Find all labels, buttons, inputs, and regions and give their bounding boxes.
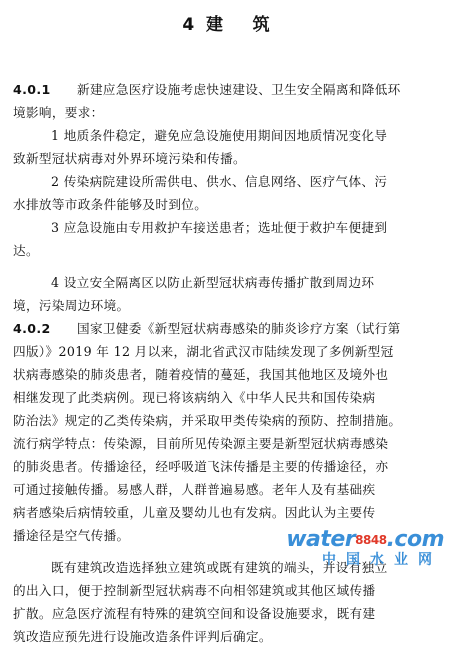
watermark-tld: .com: [386, 527, 444, 552]
spacer: [13, 262, 441, 271]
watermark-subtitle: 中国水业网: [322, 552, 442, 568]
item-4-line-2: 境，污染周边环境。: [13, 298, 130, 313]
clause-4-0-2-line-5: 防治法》规定的乙类传染病，并采取甲类传染病的预防、控制措施。: [13, 413, 402, 428]
item-3-line-1: 3 应急设施由专用救护车接送患者；选址便于救护车便捷到: [51, 220, 388, 235]
clause-text: 国家卫健委《新型冠状病毒感染的肺炎诊疗方案（试行第: [77, 321, 401, 336]
clause-4-0-2-line-7: 的肺炎患者。传播途径，经呼吸道飞沫传播是主要的传播途径，亦: [13, 459, 389, 474]
paragraph-2-line-3: 扩散。应急医疗流程有特殊的建筑空间和设备设施要求，既有建: [13, 606, 376, 621]
clause-number: 4.0.2: [13, 321, 51, 336]
item-1-line-2: 致新型冠状病毒对外界环境污染和传播。: [13, 151, 246, 166]
clause-4-0-2-line-6: 流行病学特点：传染源，目前所见传染源主要是新型冠状病毒感染: [13, 436, 389, 451]
paragraph-2-line-4: 筑改造应预先进行设施改造条件评判后确定。: [13, 629, 272, 644]
clause-text: 新建应急医疗设施考虑快速建设、卫生安全隔离和降低环: [77, 82, 401, 97]
watermark-brand-text: water: [286, 527, 356, 552]
chapter-title: 4 建 筑: [182, 15, 270, 35]
item-3-line-2: 达。: [13, 243, 39, 258]
document-body: [13, 78, 441, 648]
clause-4-0-1-line-1: [13, 78, 441, 101]
clause-4-0-2-line-10: 播途径是空气传播。: [13, 528, 130, 543]
paragraph-2-line-2: 的出入口，便于控制新型冠状病毒不向相邻建筑或其他区域传播: [13, 583, 376, 598]
clause-4-0-1-line-2: 境影响，要求：: [13, 105, 104, 120]
clause-4-0-2-line-3: 状病毒感染的肺炎患者，随着疫情的蔓延，我国其他地区及境外也: [13, 367, 389, 382]
item-2-line-2: 水排放等市政条件能够及时到位。: [13, 197, 208, 212]
clause-4-0-2-line-4: 相继发现了此类病例。现已将该病纳入《中华人民共和国传染病: [13, 390, 376, 405]
clause-number: 4.0.1: [13, 82, 51, 97]
item-2-line-1: 2 传染病院建设所需供电、供水、信息网络、医疗气体、污: [51, 174, 388, 189]
paragraph-2-line-1: 既有建筑改造选择独立建筑或既有建筑的端头，并设有独立: [51, 560, 388, 575]
spacer: [13, 547, 441, 556]
item-4-line-1: 4 设立安全隔离区以防止新型冠状病毒传播扩散到周边环: [51, 275, 375, 290]
watermark-number: 8848: [355, 533, 387, 547]
clause-4-0-2-line-1: [13, 317, 441, 340]
clause-4-0-2-line-8: 可通过接触传播。易感人群，人群普遍易感。老年人及有基础疾: [13, 482, 376, 497]
item-1-line-1: 1 地质条件稳定，避免应急设施使用期间因地质情况变化导: [51, 128, 388, 143]
clause-4-0-2-line-9: 病者感染后病情较重，儿童及婴幼儿也有发病。因此认为主要传: [13, 505, 376, 520]
clause-4-0-2-line-2: 四版）》2019 年 12 月以来，湖北省武汉市陆续发现了多例新型冠: [13, 344, 394, 359]
